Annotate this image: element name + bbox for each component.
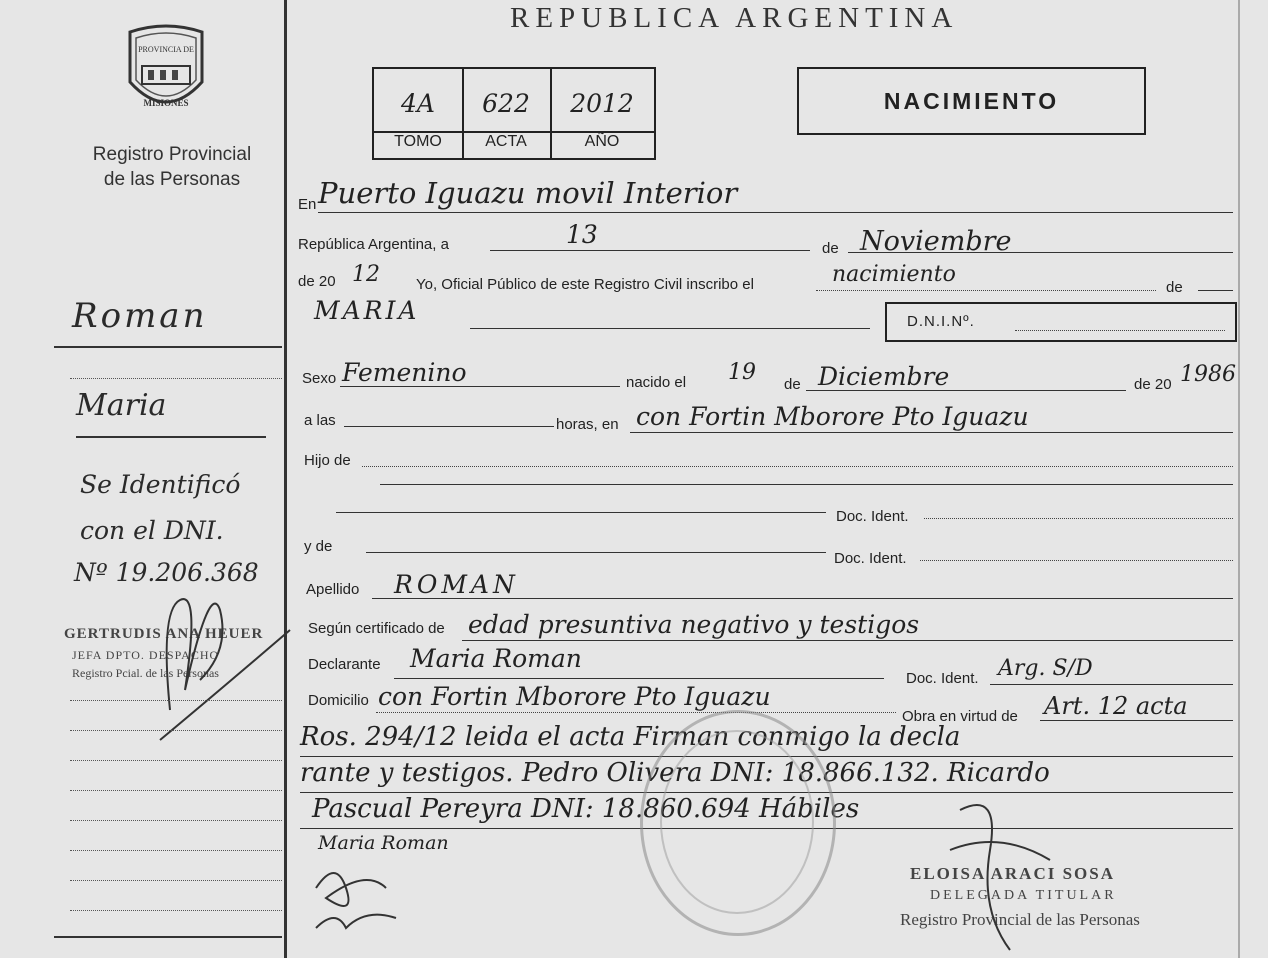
dni-label: D.N.I.Nº. [907, 313, 975, 330]
remarks-line-3: Pascual Pereyra DNI: 18.860.694 Hábiles [312, 794, 860, 824]
stub-id-note-2: con el DNI. [80, 516, 224, 545]
field-line [1198, 290, 1233, 291]
label-obra: Obra en virtud de [902, 708, 1018, 725]
month-value: Noviembre [860, 226, 1012, 257]
field-line [366, 552, 826, 553]
field-line [490, 250, 810, 251]
stub-line [76, 436, 266, 438]
field-line [376, 712, 896, 713]
anio-value: 2012 [570, 89, 634, 118]
stub-line [70, 880, 282, 881]
seal-text-top: PROVINCIA DE [138, 45, 194, 54]
delegate-signature-icon [940, 790, 1060, 958]
field-line [924, 518, 1233, 519]
stub-line [70, 760, 282, 761]
stub-line [70, 700, 282, 701]
declarant-signature: Maria Roman [318, 832, 449, 854]
label-doc-ident-3: Doc. Ident. [906, 670, 979, 687]
field-line [848, 252, 1233, 253]
country-header: REPUBLICA ARGENTINA [510, 2, 959, 34]
remarks-line-2: rante y testigos. Pedro Olivera DNI: 18.866.132. Ricardo [300, 758, 1050, 788]
stub-line [70, 850, 282, 851]
stub-line [70, 790, 282, 791]
label-a-las: a las [304, 412, 336, 429]
officer-signature-icon [140, 570, 300, 750]
declarant-doc-value: Arg. S/D [998, 656, 1093, 681]
day-value: 13 [566, 220, 598, 249]
remarks-line-1: Ros. 294/12 leida el acta Firman conmigo la decla [300, 722, 961, 752]
sex-value: Femenino [342, 358, 467, 387]
tomo-label: TOMO [394, 133, 442, 150]
stub-name: Maria [76, 388, 167, 423]
field-line [1040, 720, 1233, 721]
witness-signature-icon [306, 858, 416, 938]
certificate-value: edad presuntiva negativo y testigos [468, 610, 920, 639]
acta-label: ACTA [485, 133, 527, 150]
acta-cell [462, 69, 552, 158]
officer-stamp-org: Registro Pcial. de las Personas [72, 666, 219, 680]
label-nacido: nacido el [626, 374, 687, 391]
label-de-3: de [784, 376, 801, 393]
label-republica: República Argentina, a [298, 236, 449, 253]
stub-id-note-1: Se Identificó [80, 470, 241, 499]
field-line [336, 512, 826, 513]
anio-cell [550, 69, 654, 158]
field-line [816, 290, 1156, 291]
label-doc-ident-1: Doc. Ident. [836, 508, 909, 525]
event-value: nacimiento [832, 262, 956, 287]
field-line [372, 598, 1233, 599]
label-declarante: Declarante [308, 656, 381, 673]
delegate-stamp-org: Registro Provincial de las Personas [900, 910, 1140, 929]
label-sexo: Sexo [302, 370, 337, 387]
tomo-cell [374, 69, 464, 158]
name-value: MARIA [314, 296, 420, 325]
registry-numbers-box [372, 67, 656, 160]
label-y-de: y de [304, 538, 333, 555]
delegate-stamp-role: DELEGADA TITULAR [930, 888, 1117, 903]
field-line [462, 640, 1233, 641]
acta-value: 622 [482, 89, 530, 118]
label-de-2: de [1166, 279, 1183, 296]
birth-year-value: 1986 [1180, 362, 1236, 387]
stub-line [70, 730, 282, 731]
stub-id-note-3: Nº 19.206.368 [74, 558, 259, 587]
field-line [394, 678, 884, 679]
declarant-value: Maria Roman [410, 644, 582, 673]
label-horas: horas, en [556, 416, 619, 433]
stub-line [54, 936, 282, 938]
seal-text-bottom: MISIONES [143, 98, 189, 108]
anio-label: AÑO [584, 133, 620, 150]
label-en: En [298, 196, 317, 213]
stub-line [54, 346, 282, 348]
label-de: de [822, 240, 839, 257]
field-line [380, 484, 1233, 485]
label-oficial: Yo, Oficial Público de este Registro Civil inscribo el [416, 276, 754, 293]
field-line [344, 426, 554, 427]
label-doc-ident-2: Doc. Ident. [834, 550, 907, 567]
birth-place-value: con Fortin Mborore Pto Iguazu [636, 402, 1029, 431]
registry-title: Registro Provincial de las Personas [92, 144, 252, 190]
registry-divider [374, 131, 654, 133]
stub-line [70, 378, 282, 379]
field-line [990, 684, 1233, 685]
record-type-box: NACIMIENTO [797, 67, 1146, 135]
stub-surname: Roman [72, 296, 208, 336]
dni-box [885, 302, 1237, 342]
field-line [318, 212, 1233, 213]
delegate-stamp-name: ELOISA ARACI SOSA [910, 864, 1116, 883]
label-domicilio: Domicilio [308, 692, 369, 709]
field-line [470, 328, 870, 329]
year-value: 12 [352, 262, 380, 287]
official-round-stamp-inner [660, 730, 814, 914]
tomo-value: 4A [401, 89, 435, 118]
page-edge [1238, 0, 1240, 958]
field-line [630, 432, 1233, 433]
field-line [920, 560, 1233, 561]
label-de-20: de 20 [298, 273, 336, 290]
field-line [340, 386, 620, 387]
legal-basis-value: Art. 12 acta [1044, 692, 1188, 720]
birth-day-value: 19 [728, 360, 756, 385]
birth-month-value: Diciembre [818, 362, 950, 391]
address-value: con Fortin Mborore Pto Iguazu [378, 682, 771, 711]
officer-stamp-name: GERTRUDIS ANA HEUER [64, 626, 264, 642]
label-segun: Según certificado de [308, 620, 445, 637]
officer-stamp-role: JEFA DPTO. DESPACHO [72, 648, 220, 662]
label-hijo: Hijo de [304, 452, 351, 469]
label-apellido: Apellido [306, 581, 360, 598]
stub-line [70, 820, 282, 821]
apellido-value: ROMAN [394, 570, 519, 599]
stub-divider [284, 0, 287, 958]
field-line [362, 466, 1233, 467]
stub-line [70, 910, 282, 911]
label-de-19: de 20 [1134, 376, 1172, 393]
field-line [806, 390, 1126, 391]
place-value: Puerto Iguazu movil Interior [318, 176, 738, 210]
field-line [1015, 330, 1225, 331]
misiones-seal-icon [120, 22, 212, 122]
